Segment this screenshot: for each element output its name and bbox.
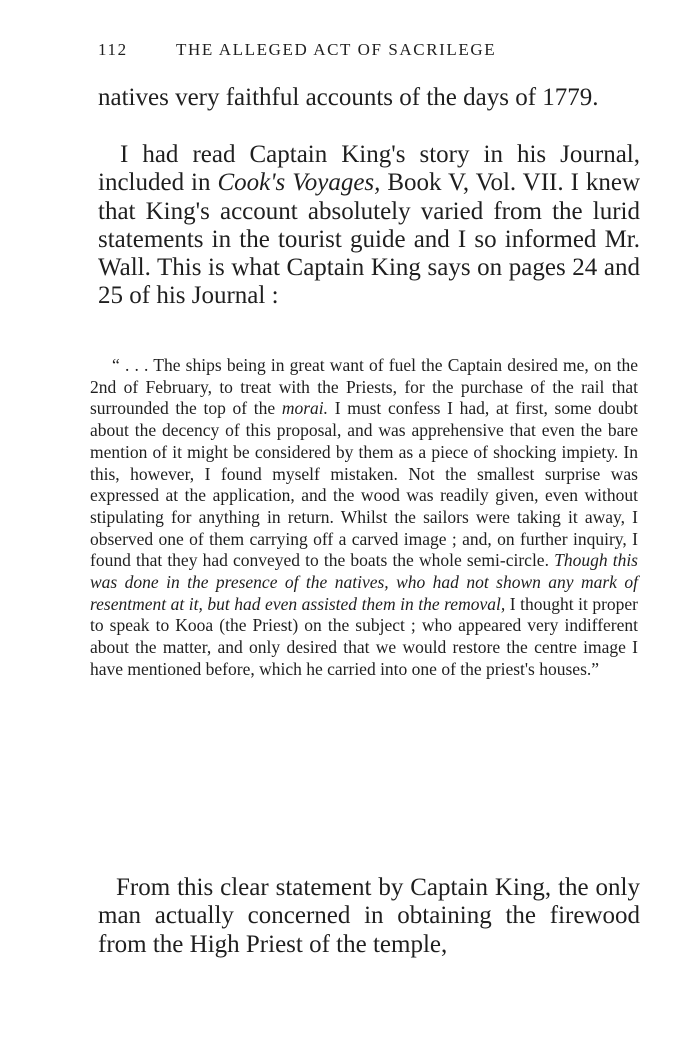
page-number: 112 xyxy=(98,40,128,59)
running-title: THE ALLEGED ACT OF SACRILEGE xyxy=(176,40,497,59)
quote-italic-morai: morai. xyxy=(281,398,329,419)
quote-text-e: I thought it proper to speak to Kooa (the Priest) on the subject ; who appeared very indifferent about the matter, and only desired that we would restore the centre image I have mentioned before, which he carried into one of the priest's houses.” xyxy=(90,593,638,679)
block-quote xyxy=(90,355,638,681)
paragraph-4: From this clear statement by Captain King, the only man actually concerned in obtaining the firewood from the High Priest of the temple, xyxy=(98,874,640,958)
quote-italic-passage: Though this was done in the presence of the natives, who had not shown any mark of resentment at it, but had even assisted them in the removal, xyxy=(90,550,638,614)
book-title-italic: Cook's Voyages, xyxy=(217,169,381,197)
paragraph-2-text-c: Book V, Vol. VII. I knew that King's account absolutely varied from the lurid statements in the tourist guide and I so informed Mr. Wall. This is what Captain King says on pages 24 and 25 of his Journal : xyxy=(98,169,640,310)
quote-text-c: I must confess I had, at first, some doubt about the decency of this proposal, and was apprehensive that even the bare mention of it might be considered by them as a piece of shocking impiety. In this, however, I found myself mistaken. Not the smallest surprise was expressed at the application, and the wood was readily given, even without stipulating for anything in return. Whilst the sailors were taking it away, I observed one of them carrying off a carved image ; and, on further inquiry, I found that they had conveyed to the boats the whole semi-circle. xyxy=(90,398,639,571)
paragraph-2 xyxy=(98,141,640,311)
paragraph-2-text-a: I had read Captain King's story in his Journal, included in xyxy=(98,141,640,197)
running-head xyxy=(98,40,640,60)
quote-text-a: “ . . . The ships being in great want of fuel the Captain desired me, on the 2nd of February, to treat with the Priests, for the purchase of the rail that surrounded the top of the xyxy=(90,355,638,419)
paragraph-1: natives very faithful accounts of the days of 1779. xyxy=(98,84,599,111)
